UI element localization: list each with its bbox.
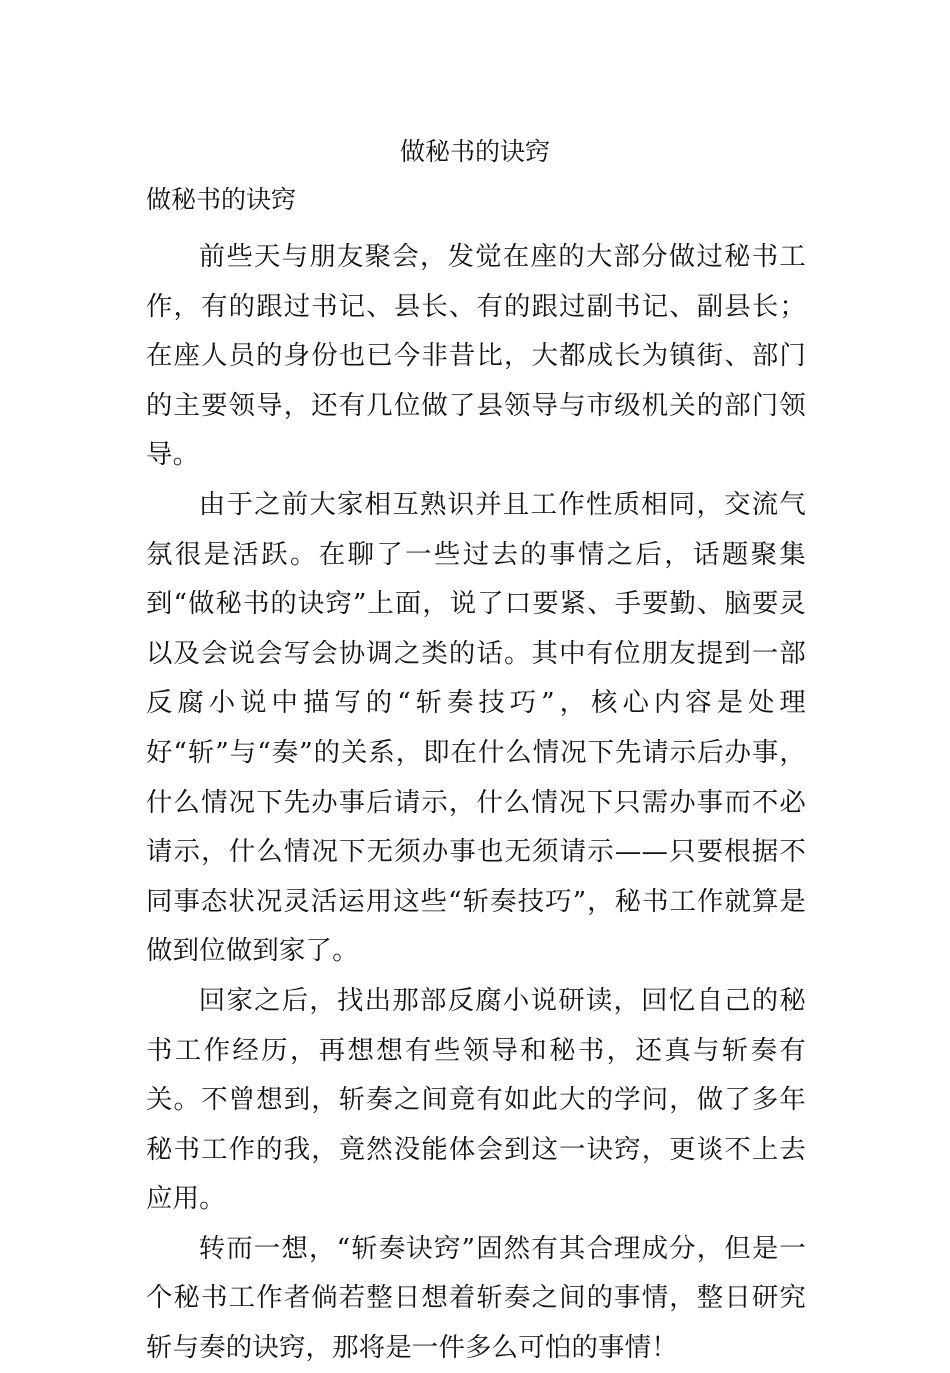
- paragraph: 回家之后，找出那部反腐小说研读，回忆自己的秘书工作经历，再想想有些领导和秘书，还真与斩奏有关。不曾想到，斩奏之间竟有如此大的学问，做了多年秘书工作的我，竟然没能体会到这一诀窍，更谈不上去应用。: [146, 984, 806, 1215]
- paragraph: 前些天与朋友聚会，发觉在座的大部分做过秘书工作，有的跟过书记、县长、有的跟过副书记、副县长；在座人员的身份也已今非昔比，大都成长为镇街、部门的主要领导，还有几位做了县领导与市级机关的部门领导。: [146, 241, 806, 471]
- paragraph: 由于之前大家相互熟识并且工作性质相同，交流气氛很是活跃。在聊了一些过去的事情之后，话题聚集到“做秘书的诀窍”上面，说了口要紧、手要勤、脑要灵以及会说会写会协调之类的话。其中有位朋友提到一部反腐小说中描写的“斩奏技巧”，核心内容是处理好“斩”与“奏”的关系，即在什么情况下先请示后办事，什么情况下先办事后请示，什么情况下只需办事而不必请示，什么情况下无须办事也无须请示——只要根据不同事态状况灵活运用这些“斩奏技巧”，秘书工作就算是做到位做到家了。: [146, 488, 806, 967]
- paragraph: 转而一想，“斩奏诀窍”固然有其合理成分，但是一个秘书工作者倘若整日想着斩奏之间的事情，整日研究斩与奏的诀窍，那将是一件多么可怕的事情！: [146, 1232, 806, 1364]
- document-title: 做秘书的诀窍: [399, 137, 550, 166]
- document-body: [146, 232, 806, 1373]
- document-subtitle: 做秘书的诀窍: [146, 185, 297, 214]
